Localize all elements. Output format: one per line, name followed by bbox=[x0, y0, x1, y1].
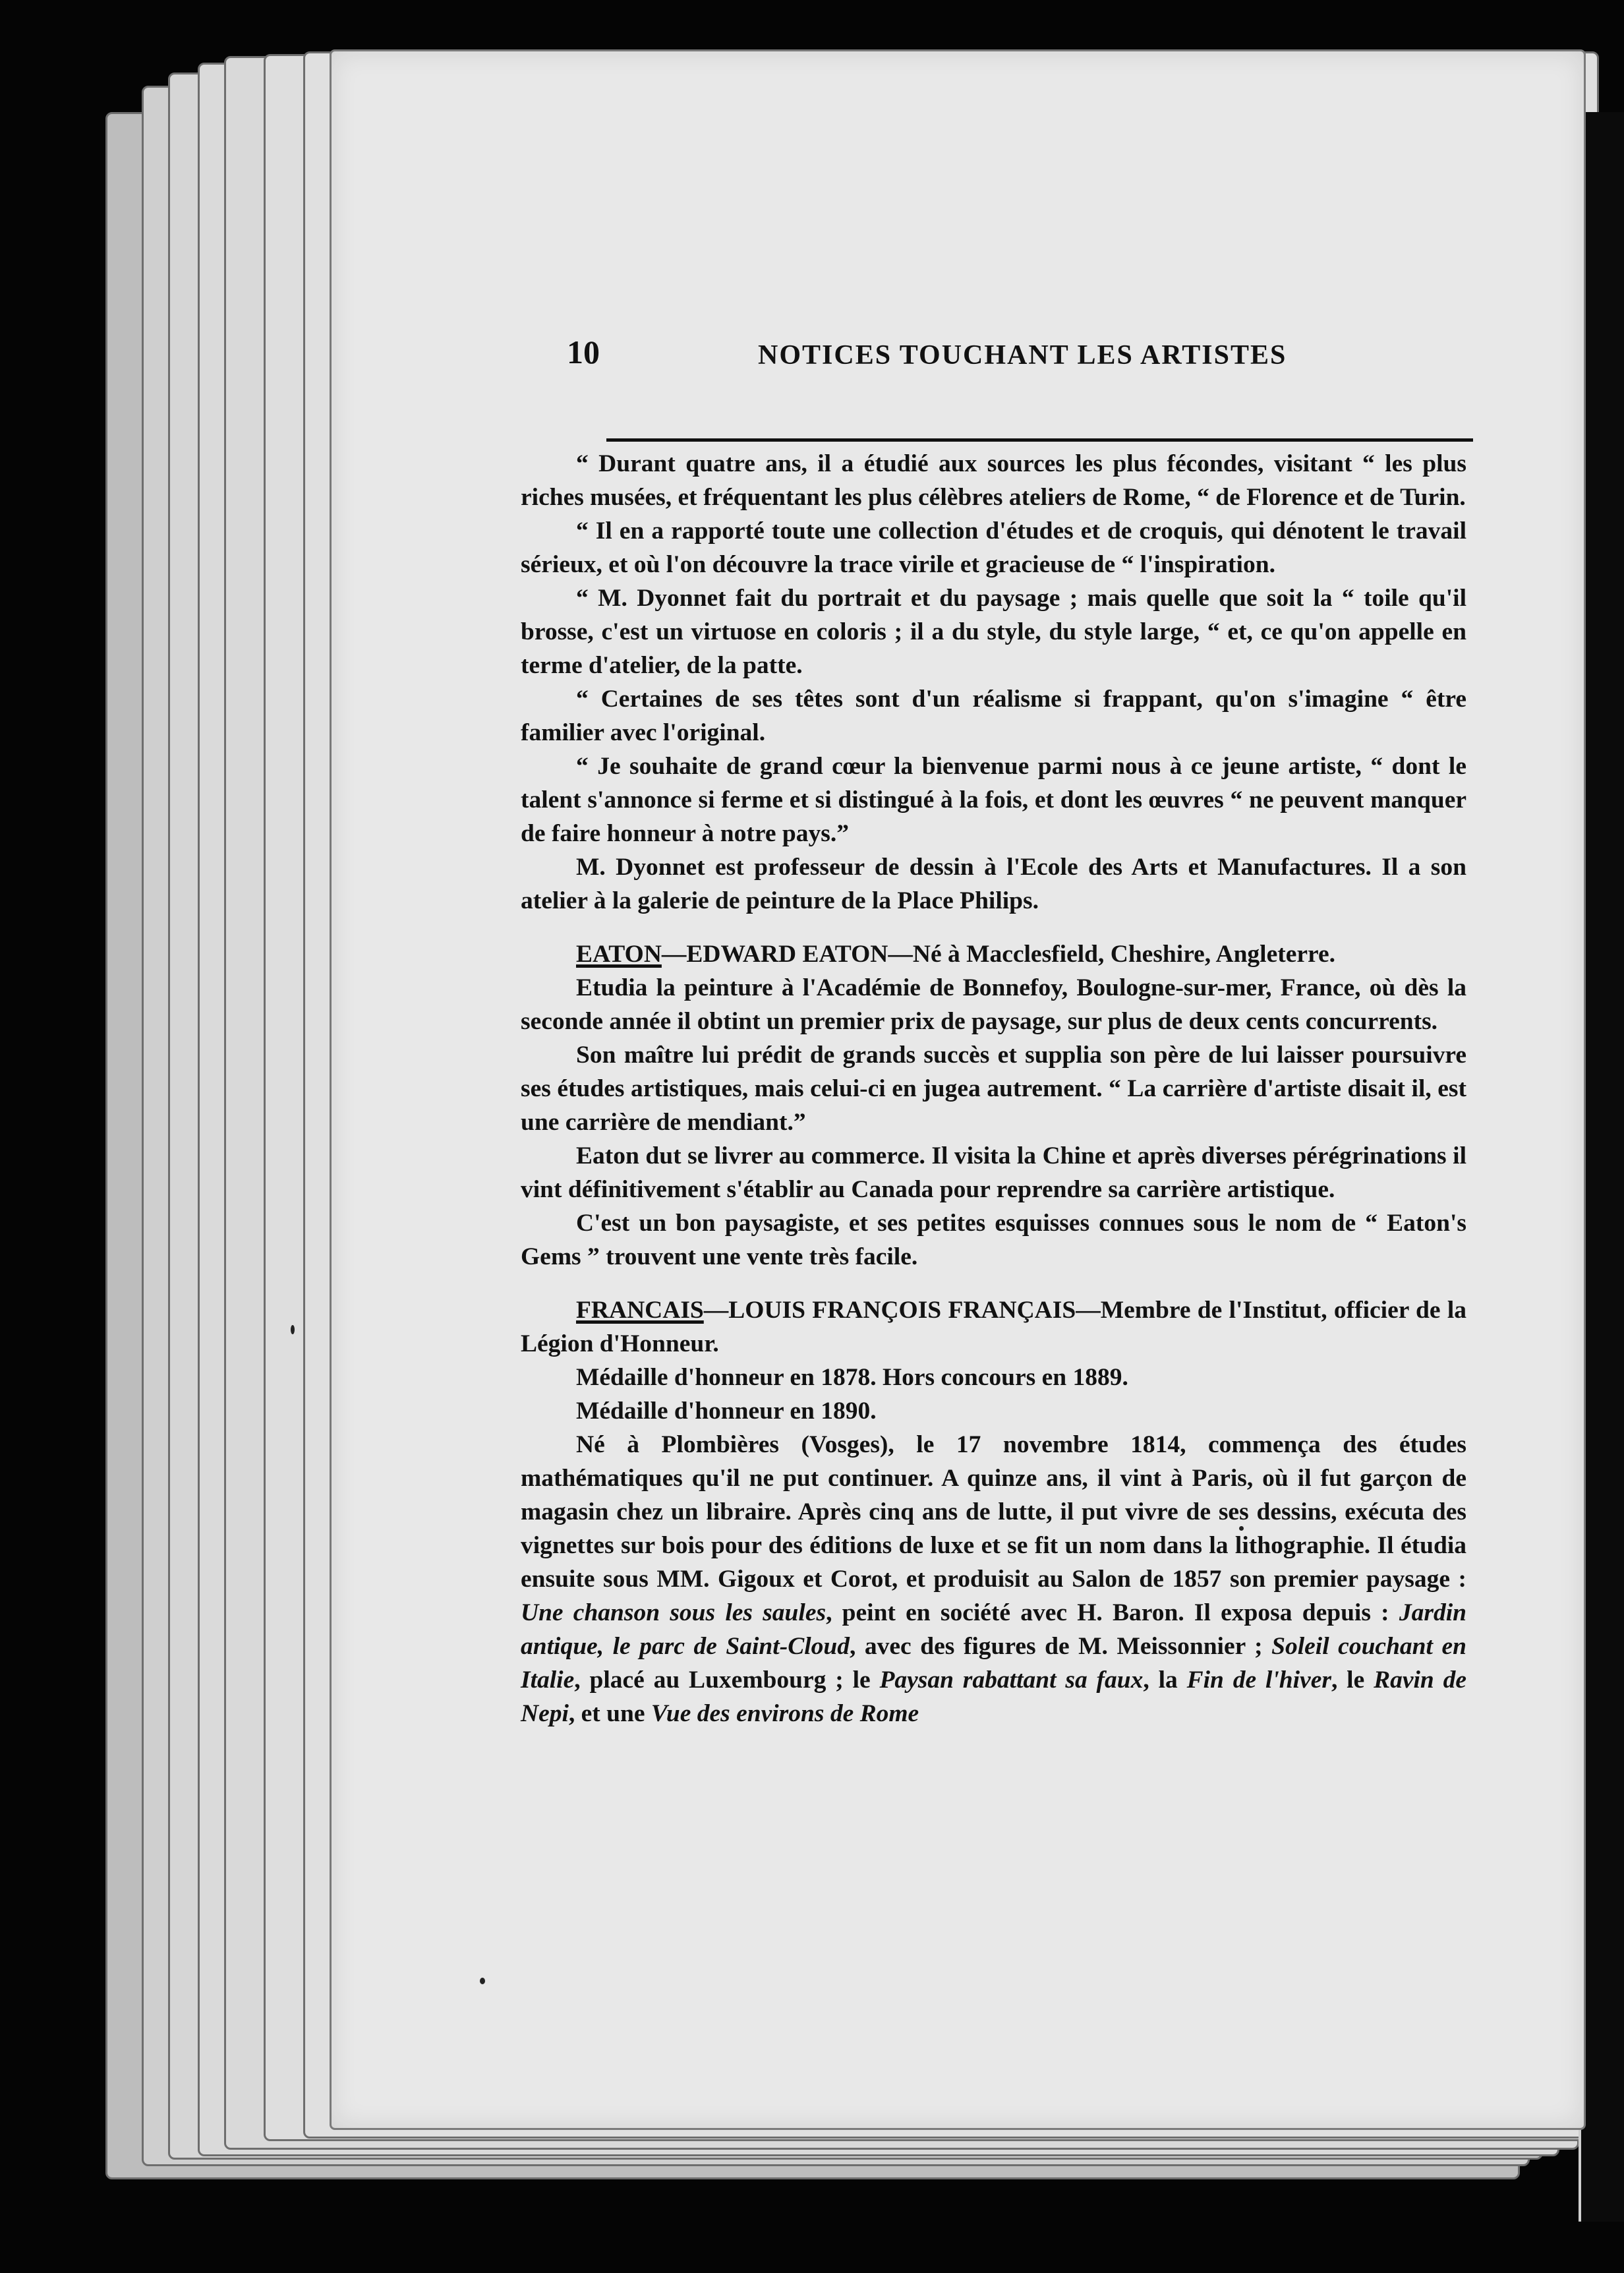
artist-name-francais: FRANCAIS bbox=[576, 1297, 704, 1324]
quote-paragraph: “ Durant quatre ans, il a étudié aux sources les plus fécondes, visitant “ les plus riches musées, et fréquentant les plus célèbres ateliers de Rome, “ de Florence et de Turin. bbox=[521, 450, 1466, 511]
page-body bbox=[521, 447, 1466, 1730]
eaton-intro: —EDWARD EATON—Né à Macclesfield, Cheshire, Angleterre. bbox=[661, 941, 1336, 968]
bio-text: , la bbox=[1143, 1667, 1187, 1694]
francais-biography bbox=[521, 1428, 1466, 1730]
bio-text: , et une bbox=[568, 1700, 651, 1727]
quote-paragraph: “ Certaines de ses têtes sont d'un réalisme si frappant, qu'on s'imagine “ être familier avec l'original. bbox=[521, 686, 1466, 746]
francais-intro: —LOUIS FRANÇOIS FRANÇAIS—Membre de l'Institut, officier de la Légion d'Honneur. bbox=[521, 1297, 1466, 1357]
artwork-title: Fin de l'hiver bbox=[1186, 1667, 1331, 1694]
artwork-title: Vue des environs de Rome bbox=[651, 1700, 919, 1727]
quote-paragraph: “ M. Dyonnet fait du portrait et du paysage ; mais quelle que soit la “ toile qu'il brosse, c'est un virtuose en coloris ; il a du style, du style large, “ et, ce qu'on appelle en terme d'atelier, de la patte. bbox=[521, 585, 1466, 679]
paper-speck bbox=[1239, 1526, 1244, 1531]
eaton-paragraph: Etudia la peinture à l'Académie de Bonnefoy, Boulogne-sur-mer, France, où dès la seconde année il obtint un premier prix de paysage, sur plus de deux cents concurrents. bbox=[521, 974, 1466, 1035]
quote-paragraph: “ Il en a rapporté toute une collection d'études et de croquis, qui dénotent le travail sérieux, et où l'on découvre la trace virile et gracieuse de “ l'inspiration. bbox=[521, 517, 1466, 578]
artist-name-eaton: EATON bbox=[576, 941, 662, 968]
francais-medal-line: Médaille d'honneur en 1878. Hors concours en 1889. bbox=[576, 1364, 1128, 1391]
artwork-title: Une chanson sous les saules bbox=[521, 1599, 826, 1626]
bio-text: , avec des figures de M. Meissonnier ; bbox=[849, 1633, 1272, 1660]
closing-paragraph: M. Dyonnet est professeur de dessin à l'Ecole des Arts et Manufactures. Il a son atelier à la galerie de peinture de la Place Philips. bbox=[521, 854, 1466, 914]
paper-speck bbox=[291, 1325, 295, 1334]
artwork-title: Ravin de Nepi bbox=[521, 1667, 1466, 1727]
bio-text: Né à Plombières (Vosges), le 17 novembre 1814, commença des études mathématiques qu'il ne put continuer. A quinze ans, il vint à Paris, où il fut garçon de magasin chez un libraire. Après cinq ans de lutte, il put vivre de ses dessins, exécuta des vignettes sur bois pour des éditions de luxe et se fit un nom dans la lithographie. Il étudia ensuite sous MM. Gigoux et Corot, et produisit au Salon de 1857 son premier paysage : bbox=[521, 1431, 1466, 1593]
eaton-entry-heading bbox=[521, 937, 1466, 971]
bio-text: , placé au Luxembourg ; le bbox=[574, 1667, 880, 1694]
eaton-paragraph: C'est un bon paysagiste, et ses petites esquisses connues sous le nom de “ Eaton's Gems ” trouvent une vente très facile. bbox=[521, 1210, 1466, 1270]
artwork-title: Paysan rabattant sa faux bbox=[879, 1667, 1144, 1694]
artwork-title: Soleil couchant en Italie bbox=[521, 1633, 1466, 1694]
header-rule bbox=[606, 438, 1473, 442]
francais-entry-heading bbox=[521, 1293, 1466, 1361]
eaton-paragraph: Son maître lui prédit de grands succès et supplia son père de lui laisser poursuivre ses études artistiques, mais celui-ci en jugea autrement. “ La carrière d'artiste disait il, est une carrière de mendiant.” bbox=[521, 1042, 1466, 1136]
page-header bbox=[567, 333, 1463, 386]
paper-speck bbox=[480, 1978, 485, 1984]
bio-text: , le bbox=[1331, 1667, 1374, 1694]
page-number: 10 bbox=[567, 334, 600, 370]
quote-paragraph: “ Je souhaite de grand cœur la bienvenue parmi nous à ce jeune artiste, “ dont le talent s'annonce si ferme et si distingué à la fois, et dont les œuvres “ ne peuvent manquer de faire honneur à notre pays.” bbox=[521, 753, 1466, 847]
eaton-paragraph: Eaton dut se livrer au commerce. Il visita la Chine et après diverses pérégrinations il vint définitivement s'établir au Canada pour reprendre sa carrière artistique. bbox=[521, 1142, 1466, 1203]
bio-text: , peint en société avec H. Baron. Il exposa depuis : bbox=[826, 1599, 1399, 1626]
running-title: NOTICES TOUCHANT LES ARTISTES bbox=[758, 340, 1287, 370]
artwork-title: Jardin antique, le parc de Saint-Cloud bbox=[521, 1599, 1466, 1660]
francais-medal-line: Médaille d'honneur en 1890. bbox=[576, 1398, 877, 1425]
